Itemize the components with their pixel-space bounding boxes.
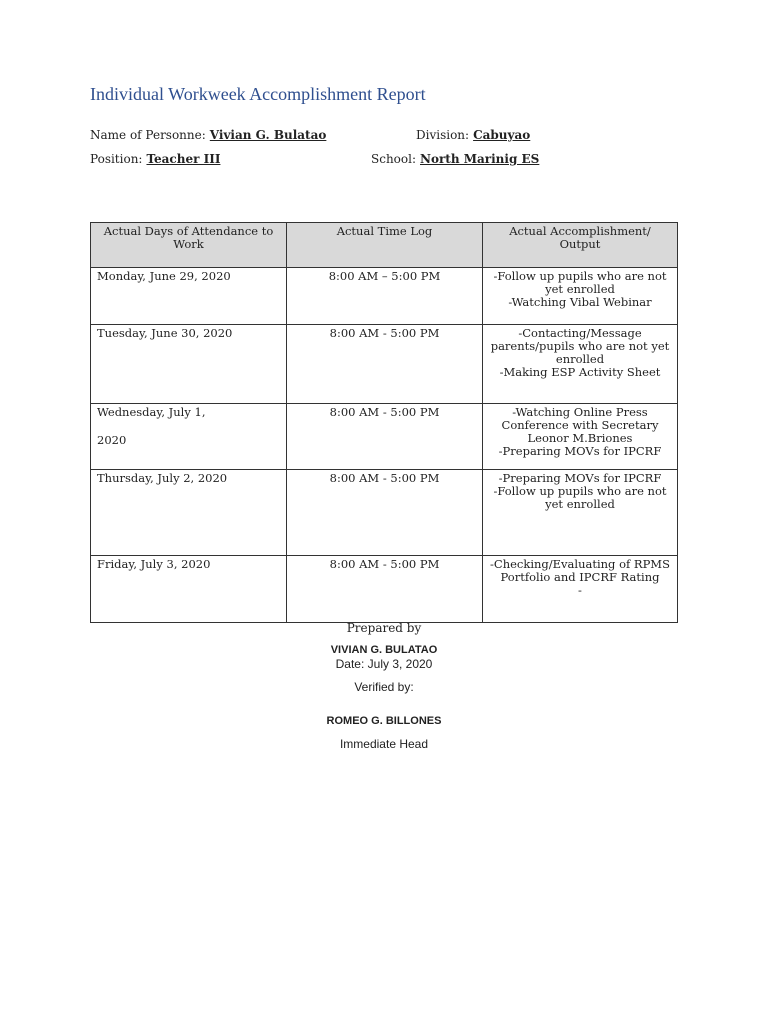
table-row <box>91 404 678 470</box>
division-value: Cabuyao <box>473 128 531 142</box>
day-cell <box>91 470 287 556</box>
report-title: Individual Workweek Accomplishment Report <box>90 84 426 104</box>
time-cell: 8:00 AM - 5:00 PM <box>287 556 483 623</box>
position-field <box>90 152 220 166</box>
table-row <box>91 325 678 404</box>
output-item: -Contacting/Message parents/pupils who are not yet enrolled <box>490 326 670 366</box>
output-item: -Watching Online Press Conference with Secretary Leonor M.Briones <box>501 405 659 445</box>
output-item: -Follow up pupils who are not yet enrolled <box>493 484 667 511</box>
output-item: -Follow up pupils who are not yet enrolled <box>493 269 667 296</box>
output-cell <box>483 404 678 470</box>
output-item: -Checking/Evaluating of RPMS Portfolio and IPCRF Rating <box>490 557 670 584</box>
time-cell: 8:00 AM - 5:00 PM <box>287 325 483 404</box>
day-text-year: 2020 <box>97 433 127 447</box>
output-cell <box>483 325 678 404</box>
position-value: Teacher III <box>146 152 221 166</box>
output-item: -Watching Vibal Webinar <box>508 295 652 309</box>
header-time-log: Actual Time Log <box>287 223 483 268</box>
verified-by-label: Verified by: <box>354 680 414 694</box>
position-label: Position: <box>90 152 143 166</box>
header-output: Actual Accomplishment/ Output <box>483 223 678 268</box>
time-cell: 8:00 AM - 5:00 PM <box>287 404 483 470</box>
day-cell <box>91 268 287 325</box>
school-value: North Marinig ES <box>420 152 540 166</box>
output-cell <box>483 470 678 556</box>
day-text: Monday, June 29, 2020 <box>97 269 231 283</box>
prepared-date: Date: July 3, 2020 <box>335 657 433 671</box>
personnel-name-value: Vivian G. Bulatao <box>209 128 327 142</box>
header-days: Actual Days of Attendance to Work <box>91 223 287 268</box>
output-item: -Preparing MOVs for IPCRF <box>498 471 662 485</box>
table-header-row <box>91 223 678 268</box>
time-cell: 8:00 AM – 5:00 PM <box>287 268 483 325</box>
day-cell <box>91 404 287 470</box>
day-cell <box>91 325 287 404</box>
personnel-name-label: Name of Personne: <box>90 128 206 142</box>
output-cell <box>483 556 678 623</box>
personnel-name-field <box>90 128 326 142</box>
accomplishment-table <box>90 222 678 623</box>
output-item: -Making ESP Activity Sheet <box>499 365 661 379</box>
verifier-title: Immediate Head <box>339 737 429 751</box>
output-item: - <box>578 583 582 597</box>
preparer-name: VIVIAN G. BULATAO <box>330 644 438 656</box>
output-item: -Preparing MOVs for IPCRF <box>498 444 662 458</box>
division-label: Division: <box>416 128 470 142</box>
output-cell <box>483 268 678 325</box>
school-field <box>371 152 539 166</box>
day-text: Tuesday, June 30, 2020 <box>97 326 233 340</box>
table-row <box>91 556 678 623</box>
table-row <box>91 470 678 556</box>
time-cell: 8:00 AM - 5:00 PM <box>287 470 483 556</box>
day-text: Friday, July 3, 2020 <box>97 557 211 571</box>
day-text: Thursday, July 2, 2020 <box>97 471 228 485</box>
day-text: Wednesday, July 1, <box>97 405 206 419</box>
verifier-name: ROMEO G. BILLONES <box>326 715 442 727</box>
table-row <box>91 268 678 325</box>
day-cell <box>91 556 287 623</box>
prepared-by-label: Prepared by <box>346 621 422 635</box>
division-field <box>416 128 530 142</box>
school-label: School: <box>371 152 416 166</box>
